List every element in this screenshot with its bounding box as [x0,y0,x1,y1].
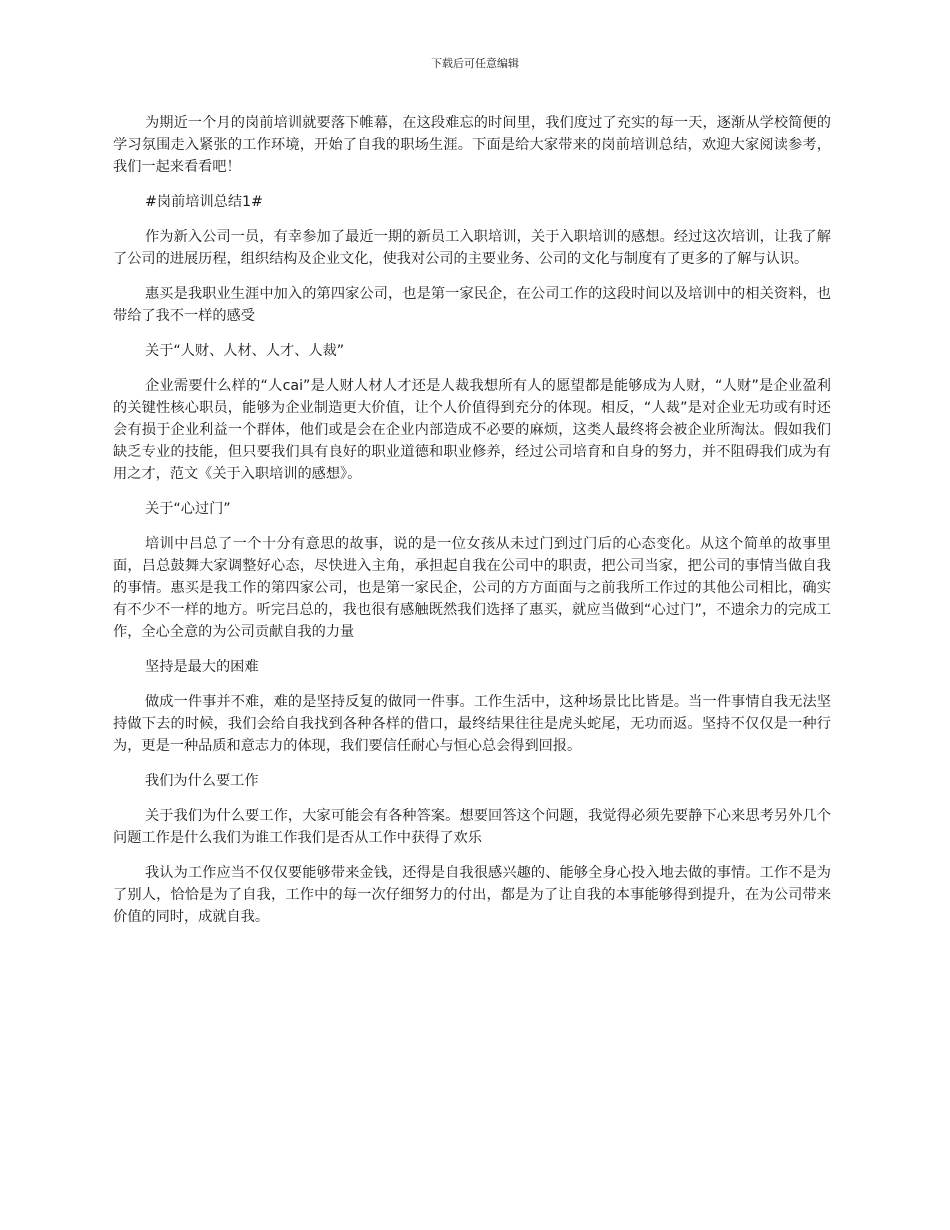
section-heading-persistence: 坚持是最大的困难 [145,659,259,675]
section-heading-summary-1: #岗前培训总结1# [145,194,263,210]
body-paragraph: 我认为工作应当不仅仅要能够带来金钱，还得是自我很感兴趣的、能够全身心投入地去做的事情。工作不是为了别人，恰恰是为了自我，工作中的每一次仔细努力的付出，都是为了让自我的本事能够得到提升，在为公司带来价值的同时，成就自我。 [113,865,831,925]
body-paragraph: 做成一件事并不难，难的是坚持反复的做同一件事。工作生活中，这种场景比比皆是。当一件事情自我无法坚持做下去的时候，我们会给自我找到各种各样的借口，最终结果往往是虎头蛇尾，无功而返。坚持不仅仅是一种行为，更是一种品质和意志力的体现，我们要信任耐心与恒心总会得到回报。 [113,694,831,754]
section-heading-heart: 关于“心过门” [145,501,231,517]
document-body [113,112,831,941]
section-heading-talent: 关于“人财、人材、人才、人裁” [145,343,345,359]
body-paragraph: 作为新入公司一员，有幸参加了最近一期的新员工入职培训，关于入职培训的感想。经过这次培训，让我了解了公司的进展历程，组织结构及企业文化，使我对公司的主要业务、公司的文化与制度有了更多的了解与认识。 [113,229,831,267]
intro-paragraph: 为期近一个月的岗前培训就要落下帷幕，在这段难忘的时间里，我们度过了充实的每一天，逐渐从学校简便的学习氛围走入紧张的工作环境，开始了自我的职场生涯。下面是给大家带来的岗前培训总结，欢迎大家阅读参考，我们一起来看看吧！ [113,115,831,175]
body-paragraph: 关于我们为什么要工作，大家可能会有各种答案。想要回答这个问题，我觉得必须先要静下心来思考另外几个问题工作是什么我们为谁工作我们是否从工作中获得了欢乐 [113,808,831,846]
body-paragraph: 企业需要什么样的“人cai”是人财人材人才还是人裁我想所有人的愿望都是能够成为人财，“人财”是企业盈利的关键性核心职员，能够为企业制造更大价值，让个人价值得到充分的体现。相反，“人裁”是对企业无功或有时还会有损于企业利益一个群体，他们或是会在企业内部造成不必要的麻烦，这类人最终将会被企业所淘汰。假如我们缺乏专业的技能，但只要我们具有良好的职业道德和职业修养，经过公司培育和自身的努力，并不阻碍我们成为有用之才，范文《关于入职培训的感想》。 [113,378,831,482]
body-paragraph: 惠买是我职业生涯中加入的第四家公司，也是第一家民企，在公司工作的这段时间以及培训中的相关资料，也带给了我不一样的感受 [113,286,831,324]
section-heading-why-work: 我们为什么要工作 [145,773,259,789]
page-header: 下载后可任意编辑 [431,57,519,70]
body-paragraph: 培训中吕总了一个十分有意思的故事，说的是一位女孩从未过门到过门后的心态变化。从这个简单的故事里面，吕总鼓舞大家调整好心态，尽快进入主角，承担起自我在公司中的职责，把公司当家，把公司的事情当做自我的事情。惠买是我工作的第四家公司，也是第一家民企，公司的方方面面与之前我所工作过的其他公司相比，确实有不少不一样的地方。听完吕总的，我也很有感触既然我们选择了惠买，就应当做到“心过门”，不遗余力的完成工作，全心全意的为公司贡献自我的力量 [113,536,831,640]
